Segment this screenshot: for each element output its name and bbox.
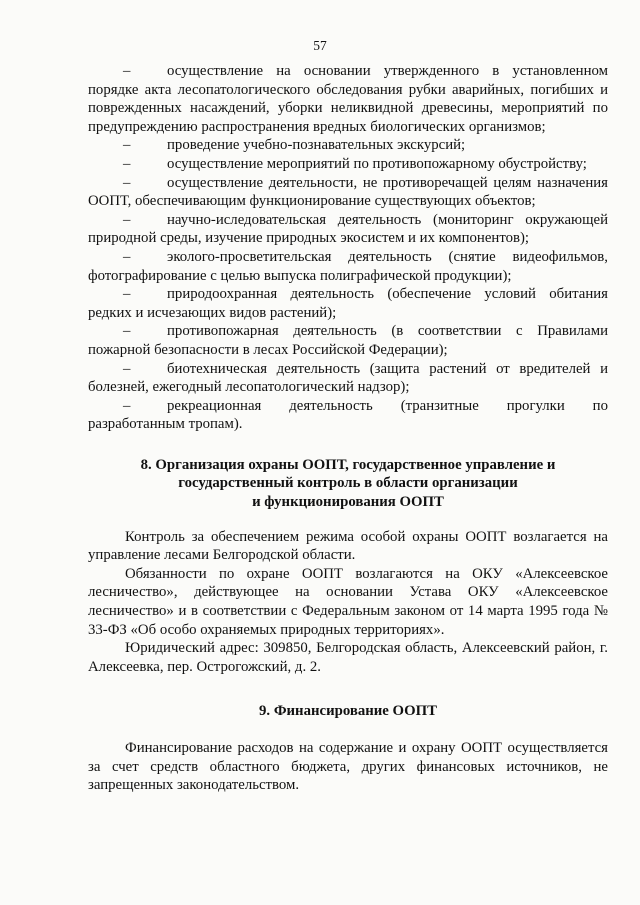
list-dash: – — [123, 211, 131, 228]
heading-line: 9. Финансирование ООПТ — [259, 703, 437, 720]
list-item — [88, 360, 608, 397]
list-item-text: природоохранная деятельность (обеспечение условий обитания редких и исчезающих видов растений); — [88, 286, 608, 321]
list-item — [88, 62, 608, 136]
section-8-paragraph: Юридический адрес: 309850, Белгородская область, Алексеевский район, г. Алексеевка, пер. Острогожский, д. 2. — [88, 640, 608, 675]
list-item — [88, 397, 608, 434]
heading-line: государственный контроль в области организации — [178, 475, 518, 492]
list-dash: – — [123, 397, 131, 414]
page-number: 57 — [313, 38, 327, 53]
list-item — [88, 211, 608, 248]
list-item — [88, 136, 608, 155]
list-item — [88, 322, 608, 359]
list-dash: – — [123, 360, 131, 377]
list-dash: – — [123, 137, 131, 154]
section-9-paragraph: Финансирование расходов на содержание и охрану ООПТ осуществляется за счет средств областного бюджета, других финансовых источников, не запрещенных законодательством. — [88, 740, 608, 794]
list-dash: – — [123, 286, 131, 303]
list-item-text: проведение учебно-познавательных экскурсий; — [167, 137, 466, 154]
section-8-paragraph: Обязанности по охране ООПТ возлагаются на ОКУ «Алексеевское лесничество», действующее на основании Устава ОКУ «Алексеевское лесничество» и в соответствии с Федеральным законом от 14 марта 1995 года № 33-ФЗ «Об особо охраняемых природных территориях». — [88, 565, 608, 638]
section-8-heading — [88, 456, 608, 512]
list-item-text: осуществление мероприятий по противопожарному обустройству; — [167, 155, 587, 172]
list-dash: – — [123, 174, 131, 191]
page-content — [88, 62, 608, 795]
list-item-text: осуществление деятельности, не противоречащей целям назначения ООПТ, обеспечивающим функционирование существующих объектов; — [88, 174, 608, 210]
list-dash: – — [123, 323, 131, 340]
list-item — [88, 155, 608, 174]
list-item — [88, 174, 608, 211]
list-item-text: научно-иследовательская деятельность (мониторинг окружающей природной среды, изучение природных экосистем и их компонентов); — [88, 211, 608, 247]
section-9-heading — [88, 702, 608, 721]
list-item-text: эколого-просветительская деятельность (снятие видеофильмов, фотографирование с целью выпуска полиграфической продукции); — [88, 248, 608, 284]
list-dash: – — [123, 155, 131, 172]
activity-list — [88, 62, 608, 434]
list-dash: – — [123, 63, 131, 79]
section-8-paragraph: Контроль за обеспечением режима особой охраны ООПТ возлагается на управление лесами Белгородской области. — [88, 528, 608, 564]
list-item — [88, 285, 608, 322]
list-item-text: противопожарная деятельность (в соответствии с Правилами пожарной безопасности в лесах Российской Федерации); — [88, 323, 608, 358]
heading-line: и функционирования ООПТ — [252, 494, 444, 511]
list-item — [88, 248, 608, 285]
list-item-text: осуществление на основании утвержденного в установленном порядке акта лесопатологического обследования рубки аварийных, погибших и поврежденных насаждений, уборки неликвидной древесины, мероприятий по предупреждению распространения вредных биологических организмов; — [88, 63, 608, 135]
heading-line: 8. Организация охраны ООПТ, государственное управление и — [140, 456, 556, 473]
list-dash: – — [123, 248, 131, 265]
list-item-text: биотехническая деятельность (защита растений от вредителей и болезней, ежегодный лесопатологический надзор); — [88, 360, 608, 396]
list-item-text: рекреационная деятельность (транзитные прогулки по разработанным тропам). — [88, 397, 608, 433]
